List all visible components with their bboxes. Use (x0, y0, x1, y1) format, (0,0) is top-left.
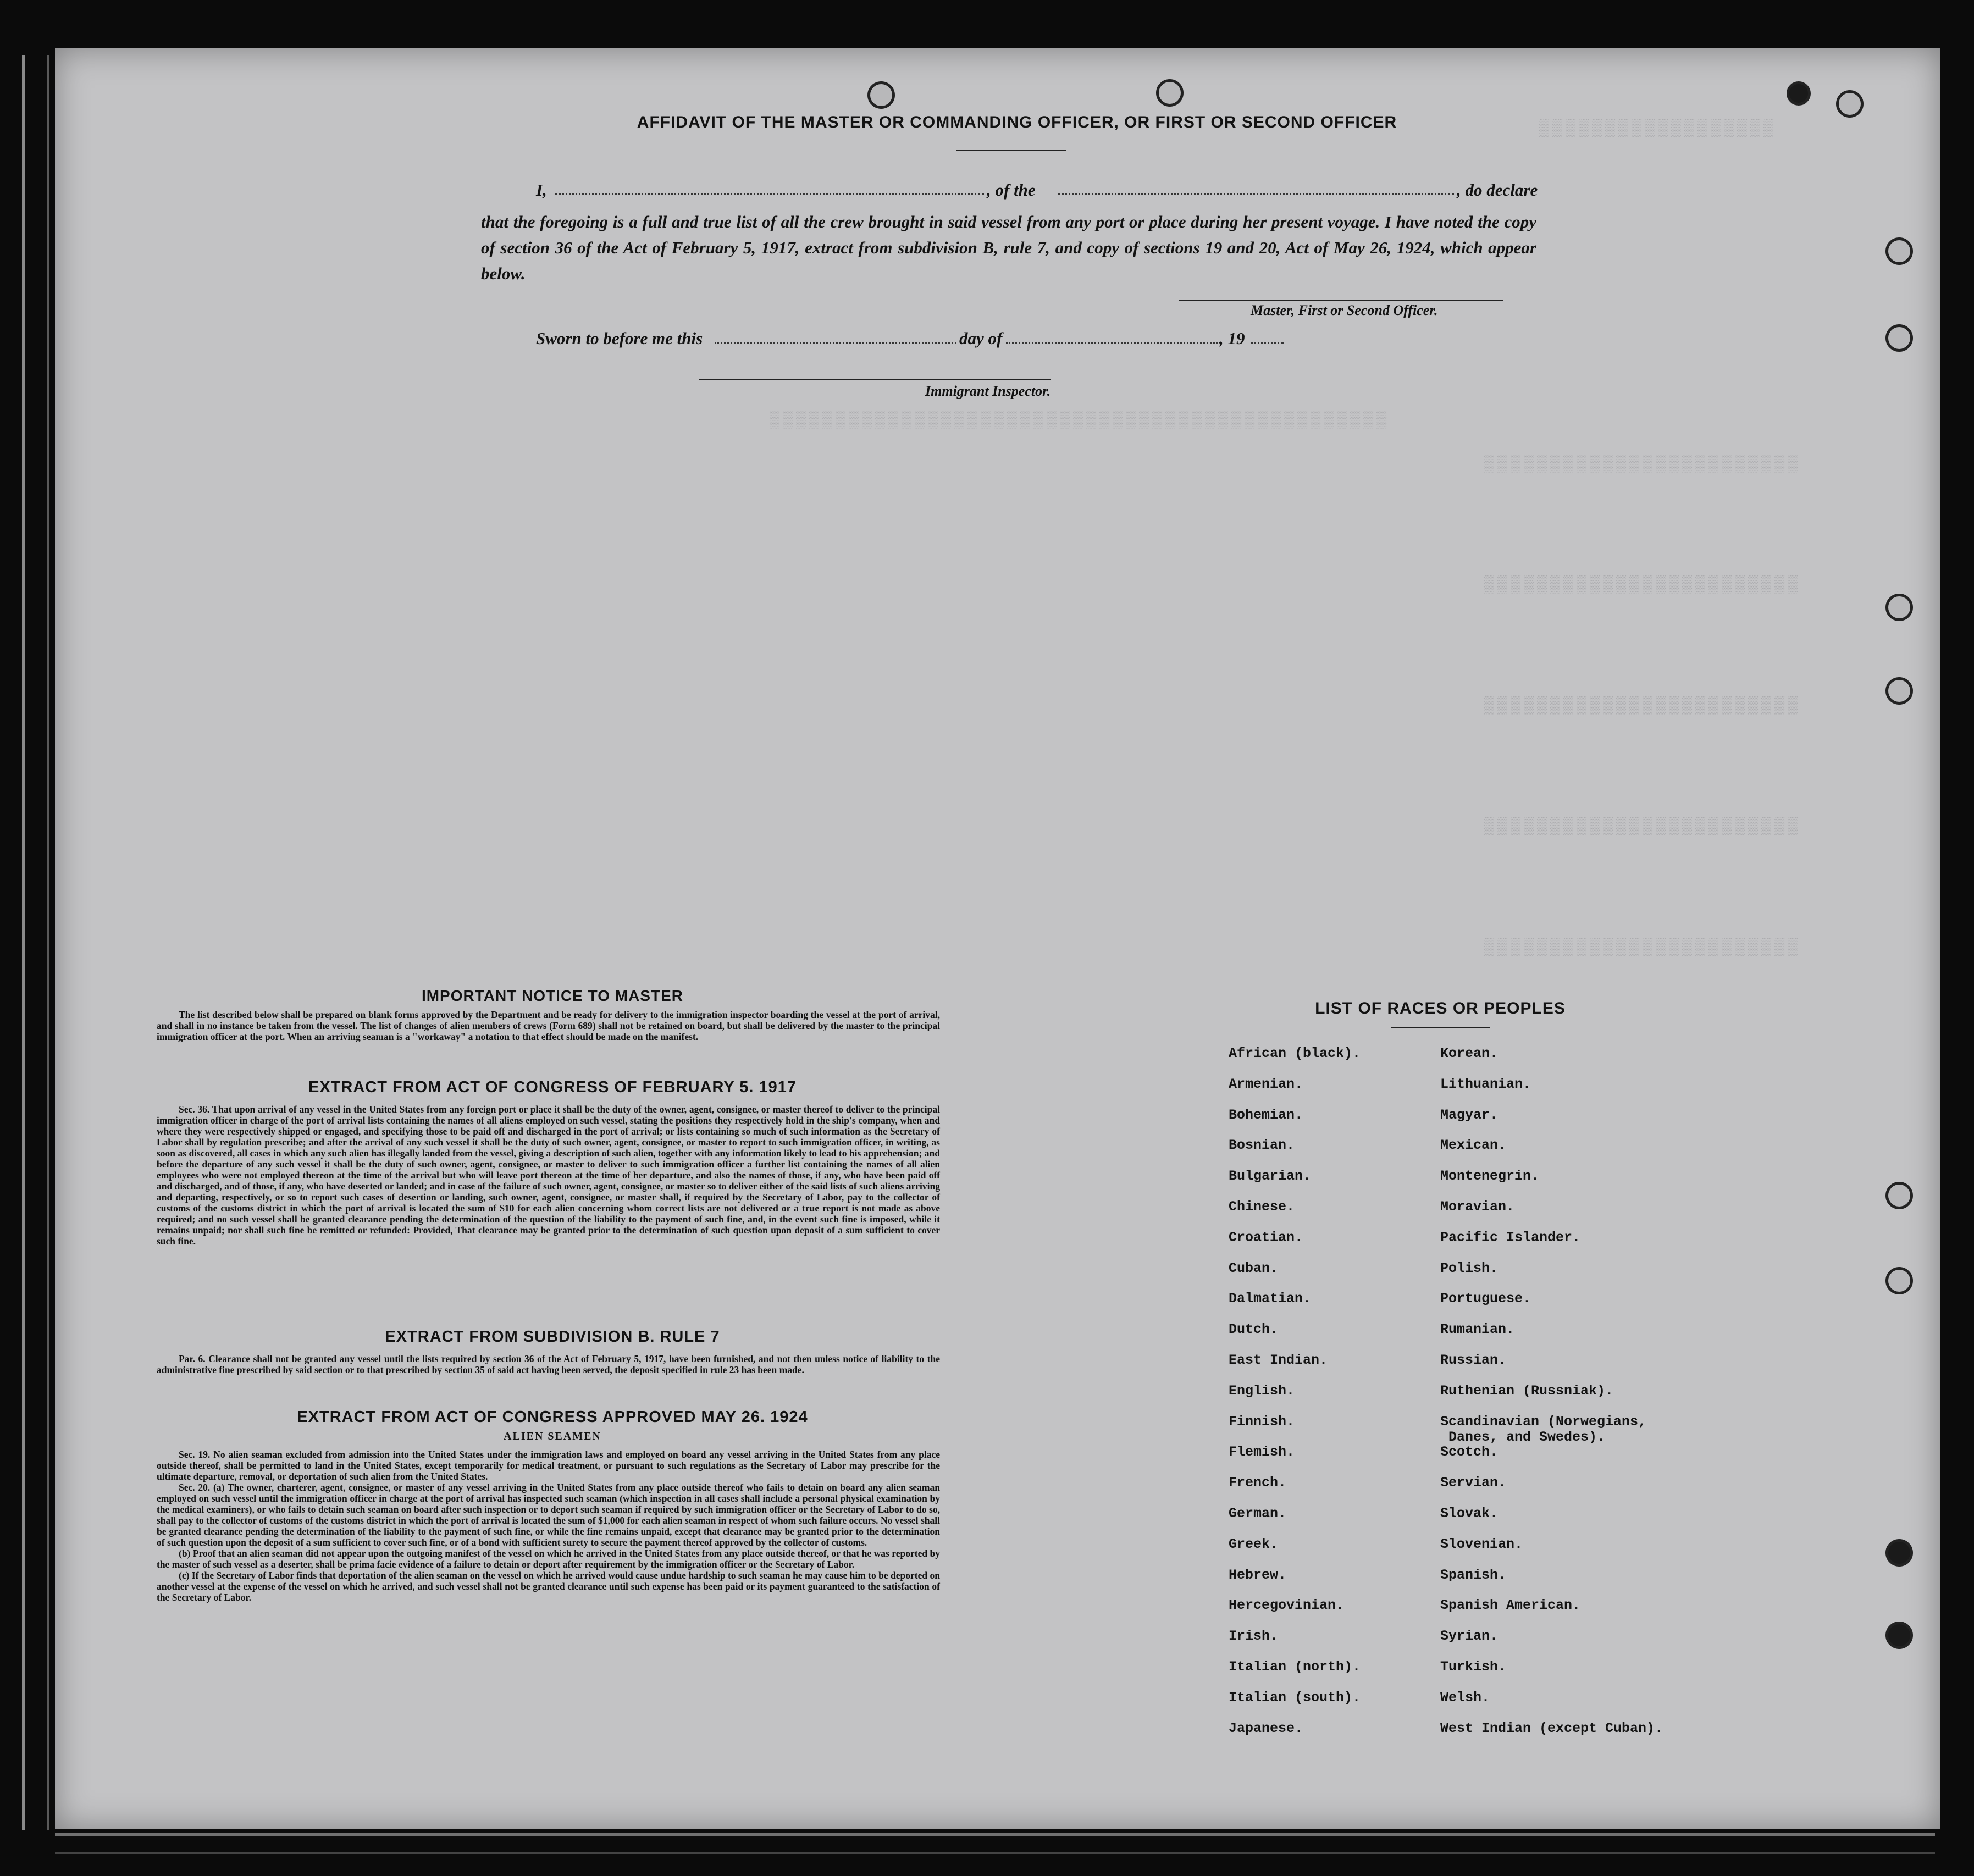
race-item: Hebrew. (1229, 1567, 1287, 1583)
race-item: Pacific Islander. (1440, 1229, 1581, 1246)
bleed-through-text: ▒▒▒▒▒▒▒▒▒▒▒▒▒▒▒▒▒▒▒▒▒▒▒▒ (1484, 697, 1801, 716)
race-item: Syrian. (1440, 1628, 1499, 1645)
punch-hole (1885, 237, 1913, 265)
race-item: Servian. (1440, 1475, 1507, 1491)
sworn-label: Sworn to before me this (536, 329, 703, 348)
race-item: Finnish. (1229, 1413, 1295, 1430)
race-item: Irish. (1229, 1628, 1279, 1645)
race-item: Mexican. (1440, 1137, 1507, 1154)
sec-19-paragraph: Sec. 19. No alien seaman excluded from admission into the United States under the immigration laws and employed on board any vessel arriving in the United States from any place outside thereof, shall be permitted to land in the United States, except temporarily for medical treatment, or pursuant to such regulations as the Secretary of Labor may prescribe for the ultimate departure, removal, or deportation of such alien from the United States. (157, 1449, 940, 1482)
punch-hole (1885, 324, 1913, 352)
race-item: Spanish. (1440, 1567, 1507, 1583)
bleed-through-text: ▒▒▒▒▒▒▒▒▒▒▒▒▒▒▒▒▒▒ (1539, 120, 1777, 139)
race-item: Turkish. (1440, 1659, 1507, 1675)
punch-hole (1885, 1539, 1913, 1567)
race-item: Slovenian. (1440, 1536, 1523, 1552)
affidavit-declare-label: , do declare (1457, 180, 1538, 200)
sec-20c-paragraph: (c) If the Secretary of Labor finds that deportation of the alien seaman on the vessel on which he arrived would cause undue hardship to such seaman he may cause him to be deported on another vessel at the expense of the vessel on which he arrived, and such vessel shall not be granted clearance until such expense has been paid or its payment guaranteed to the satisfaction of the Secretary of Labor. (157, 1570, 940, 1603)
races-title: LIST OF RACES OR PEOPLES (1315, 999, 1566, 1017)
inspector-signature-label: Immigrant Inspector. (925, 383, 1051, 399)
race-item: Russian. (1440, 1352, 1507, 1368)
punch-hole (1885, 1267, 1913, 1294)
day-of-label: day of (959, 329, 1003, 348)
punch-hole (867, 81, 895, 109)
race-item: Italian (north). (1229, 1659, 1361, 1675)
punch-hole (1787, 81, 1811, 106)
sworn-year-field[interactable] (1251, 342, 1284, 344)
race-item: Moravian. (1440, 1199, 1515, 1215)
extract-1924-title: EXTRACT FROM ACT OF CONGRESS APPROVED MAY 26. 1924 (297, 1408, 808, 1426)
race-item: Italian (south). (1229, 1689, 1361, 1706)
master-signature-label: Master, First or Second Officer. (1251, 302, 1438, 318)
subdivision-body: Par. 6. Clearance shall not be granted any vessel until the lists required by section 36 of the Act of February 5, 1917, have been furnished, and not then unless notice of liability to the administrative fine prescribed by said section or to that prescribed by section 35 of said act having been served, the deposit specified in rule 23 has been made. (157, 1353, 940, 1375)
bleed-through-text: ▒▒▒▒▒▒▒▒▒▒▒▒▒▒▒▒▒▒▒▒▒▒▒▒ (1484, 455, 1801, 474)
inspector-signature-line[interactable] (699, 379, 1051, 380)
affidavit-of-the-label: , of the (987, 180, 1036, 200)
bleed-through-text: ▒▒▒▒▒▒▒▒▒▒▒▒▒▒▒▒▒▒▒▒▒▒▒▒ (1484, 939, 1801, 958)
races-title-underline (1391, 1027, 1490, 1028)
page-bottom-edge (55, 1833, 1935, 1854)
race-item: West Indian (except Cuban). (1440, 1720, 1663, 1736)
race-item: Greek. (1229, 1536, 1279, 1552)
punch-hole (1885, 1622, 1913, 1649)
race-item: Scotch. (1440, 1444, 1499, 1460)
race-item: Croatian. (1229, 1229, 1303, 1246)
sworn-day-field[interactable] (715, 342, 956, 344)
race-item: German. (1229, 1506, 1287, 1521)
extract-1924-body (157, 1449, 940, 1603)
notice-body: The list described below shall be prepared on blank forms approved by the Department and be ready for delivery to the immigration inspector boarding the vessel at the port of arrival, and shall in no instance be taken from the vessel. The list of changes of alien members of crews (Form 689) shall not be retained on board, but shall be delivered by the master to the principal immigration officer at the port. When an arriving seaman is a "workaway" a notation to that effect should be made on the manifest. (157, 1009, 940, 1042)
extract-1917-title: EXTRACT FROM ACT OF CONGRESS OF FEBRUARY 5. 1917 (308, 1078, 797, 1096)
race-item: Bosnian. (1229, 1137, 1295, 1154)
sec-20a-paragraph: Sec. 20. (a) The owner, charterer, agent, consignee, or master of any vessel arriving in the United States from any place outside thereof who fails to detain on board any alien seaman employed on such vessel until the immigration officer in charge at the port of arrival has inspected such seaman (which inspection in all cases shall include a personal physical examination by the medical examiners), or who fails to detain such seaman on board after such inspection or to deport such seaman if required by such immigration officer or the Secretary of Labor to do so, shall pay to the collector of customs of the customs district in which the port of arrival is located the sum of $1,000 for each alien seaman in respect of whom such failure occurs. No vessel shall be granted clearance pending the determination of the liability to the payment of such fine, or while the fine remains unpaid, except that clearance may be granted prior to the determination of such question upon the deposit of a sum sufficient to cover such fine, or of a bond with sufficient surety to secure the payment thereof approved by the collector of customs. (157, 1482, 940, 1548)
vessel-name-field[interactable] (1058, 193, 1454, 195)
race-item: Polish. (1440, 1260, 1499, 1276)
race-item: French. (1229, 1475, 1287, 1491)
race-item: Slovak. (1440, 1506, 1499, 1521)
declarant-name-field[interactable] (555, 193, 984, 195)
race-item: Japanese. (1229, 1720, 1303, 1736)
race-item: English. (1229, 1382, 1295, 1399)
race-item: Hercegovinian. (1229, 1597, 1345, 1614)
race-item: Scandinavian (Norwegians, Danes, and Swedes). (1440, 1413, 1647, 1445)
race-item: Welsh. (1440, 1689, 1490, 1706)
race-item: Spanish American. (1440, 1597, 1581, 1614)
race-item: Magyar. (1440, 1106, 1499, 1123)
punch-hole (1836, 90, 1864, 118)
race-item: East Indian. (1229, 1352, 1328, 1368)
race-item: Armenian. (1229, 1076, 1303, 1092)
race-item: Montenegrin. (1440, 1168, 1540, 1185)
affidavit-paragraph: that the foregoing is a full and true list of all the crew brought in said vessel from any port or place during her present voyage. I have noted the copy of section 36 of the Act of February 5, 1917, extract from subdivision B, rule 7, and copy of sections 19 and 20, Act of May 26, 1924, which appear below. (481, 212, 1536, 283)
race-item: Bohemian. (1229, 1106, 1303, 1123)
race-item: Bulgarian. (1229, 1168, 1312, 1185)
race-item: Portuguese. (1440, 1291, 1531, 1307)
race-item: Flemish. (1229, 1444, 1295, 1460)
bleed-through-text: ▒▒▒▒▒▒▒▒▒▒▒▒▒▒▒▒▒▒▒▒▒▒▒▒ (1484, 576, 1801, 595)
bleed-through-text: ▒▒▒▒▒▒▒▒▒▒▒▒▒▒▒▒▒▒▒▒▒▒▒▒▒▒▒▒▒▒▒▒▒▒▒▒▒▒▒▒▒▒▒▒▒▒▒ (770, 411, 1390, 430)
punch-hole (1885, 1182, 1913, 1209)
page-edge-lines (22, 55, 49, 1830)
bleed-through-text: ▒▒▒▒▒▒▒▒▒▒▒▒▒▒▒▒▒▒▒▒▒▒▒▒ (1484, 818, 1801, 837)
alien-seamen-subtitle: ALIEN SEAMEN (504, 1430, 601, 1442)
race-item: Korean. (1440, 1045, 1499, 1061)
race-item: Ruthenian (Russniak). (1440, 1382, 1614, 1399)
race-item: Lithuanian. (1440, 1076, 1531, 1092)
affidavit-title: AFFIDAVIT OF THE MASTER OR COMMANDING OFFICER, OR FIRST OR SECOND OFFICER (637, 113, 1397, 131)
race-item: Chinese. (1229, 1199, 1295, 1215)
punch-hole (1885, 594, 1913, 621)
sworn-month-field[interactable] (1006, 342, 1218, 344)
sec-20b-paragraph: (b) Proof that an alien seaman did not appear upon the outgoing manifest of the vessel on which he arrived in the United States from any place outside thereof, or that he was reported by the master of such vessel as a deserter, shall be prima facie evidence of a failure to detain or deport after requirement by the immigration officer or the Secretary of Labor. (157, 1548, 940, 1570)
year-label: , 19 (1219, 329, 1245, 348)
race-item: Cuban. (1229, 1260, 1279, 1276)
affidavit-i-label: I, (536, 180, 547, 200)
master-signature-line[interactable] (1179, 300, 1503, 301)
subdivision-title: EXTRACT FROM SUBDIVISION B. RULE 7 (385, 1328, 720, 1346)
extract-1917-body: Sec. 36. That upon arrival of any vessel in the United States from any foreign port or place it shall be the duty of the owner, agent, consignee, or master thereof to deliver to the principal immigration officer in charge of the port of arrival lists containing the names of all aliens employed on such vessel, stating the positions they respectively hold in the ship's company, when and where they were respectively shipped or engaged, and specifying those to be paid off and discharged in the port of arrival; or lists containing so much of such information as the Secretary of Labor shall by regulation prescribe; and after the arrival of any such vessel it shall be the duty of such owner, agent, consignee, or master to report to such immigration officer, in writing, as soon as discovered, all cases in which any such alien has illegally landed from the vessel, giving a description of such alien, together with any information likely to lead to his apprehension; and before the departure of any such vessel it shall be the duty of such owner, agent, consignee, or master to deliver to such immigration officer a further list containing the names of all alien employees who were not employed thereon at the time of the arrival but who will leave port thereon at the time of her departure, and also the names of those, if any, who have been paid off and discharged, and of those, if any, who have deserted or landed; and in case of the failure of such owner, agent, consignee, or master so to deliver either of the said lists of such aliens arriving and departing, respectively, or so to report such cases of desertion or landing, such owner, agent, consignee, or master shall, if required by the Secretary of Labor, pay to the collector of customs of the customs district in which the port of arrival is located the sum of $10 for each alien concerning whom correct lists are not delivered or a true report is not made as above required; and no such vessel shall be granted clearance pending the determination of the question of the liability to the payment of such fine, and, in the event such fine is imposed, while it remains unpaid; nor shall such fine be remitted or refunded: Provided, That clearance may be granted prior to the determination of such question upon deposit of a sum sufficient to cover such fine. (157, 1104, 940, 1247)
race-item: African (black). (1229, 1045, 1361, 1061)
race-item: Rumanian. (1440, 1321, 1515, 1338)
race-item: Dalmatian. (1229, 1291, 1312, 1307)
race-item: Dutch. (1229, 1321, 1279, 1338)
title-underline (956, 150, 1066, 151)
notice-title: IMPORTANT NOTICE TO MASTER (421, 987, 684, 1004)
punch-hole (1885, 677, 1913, 705)
punch-hole (1156, 79, 1184, 107)
